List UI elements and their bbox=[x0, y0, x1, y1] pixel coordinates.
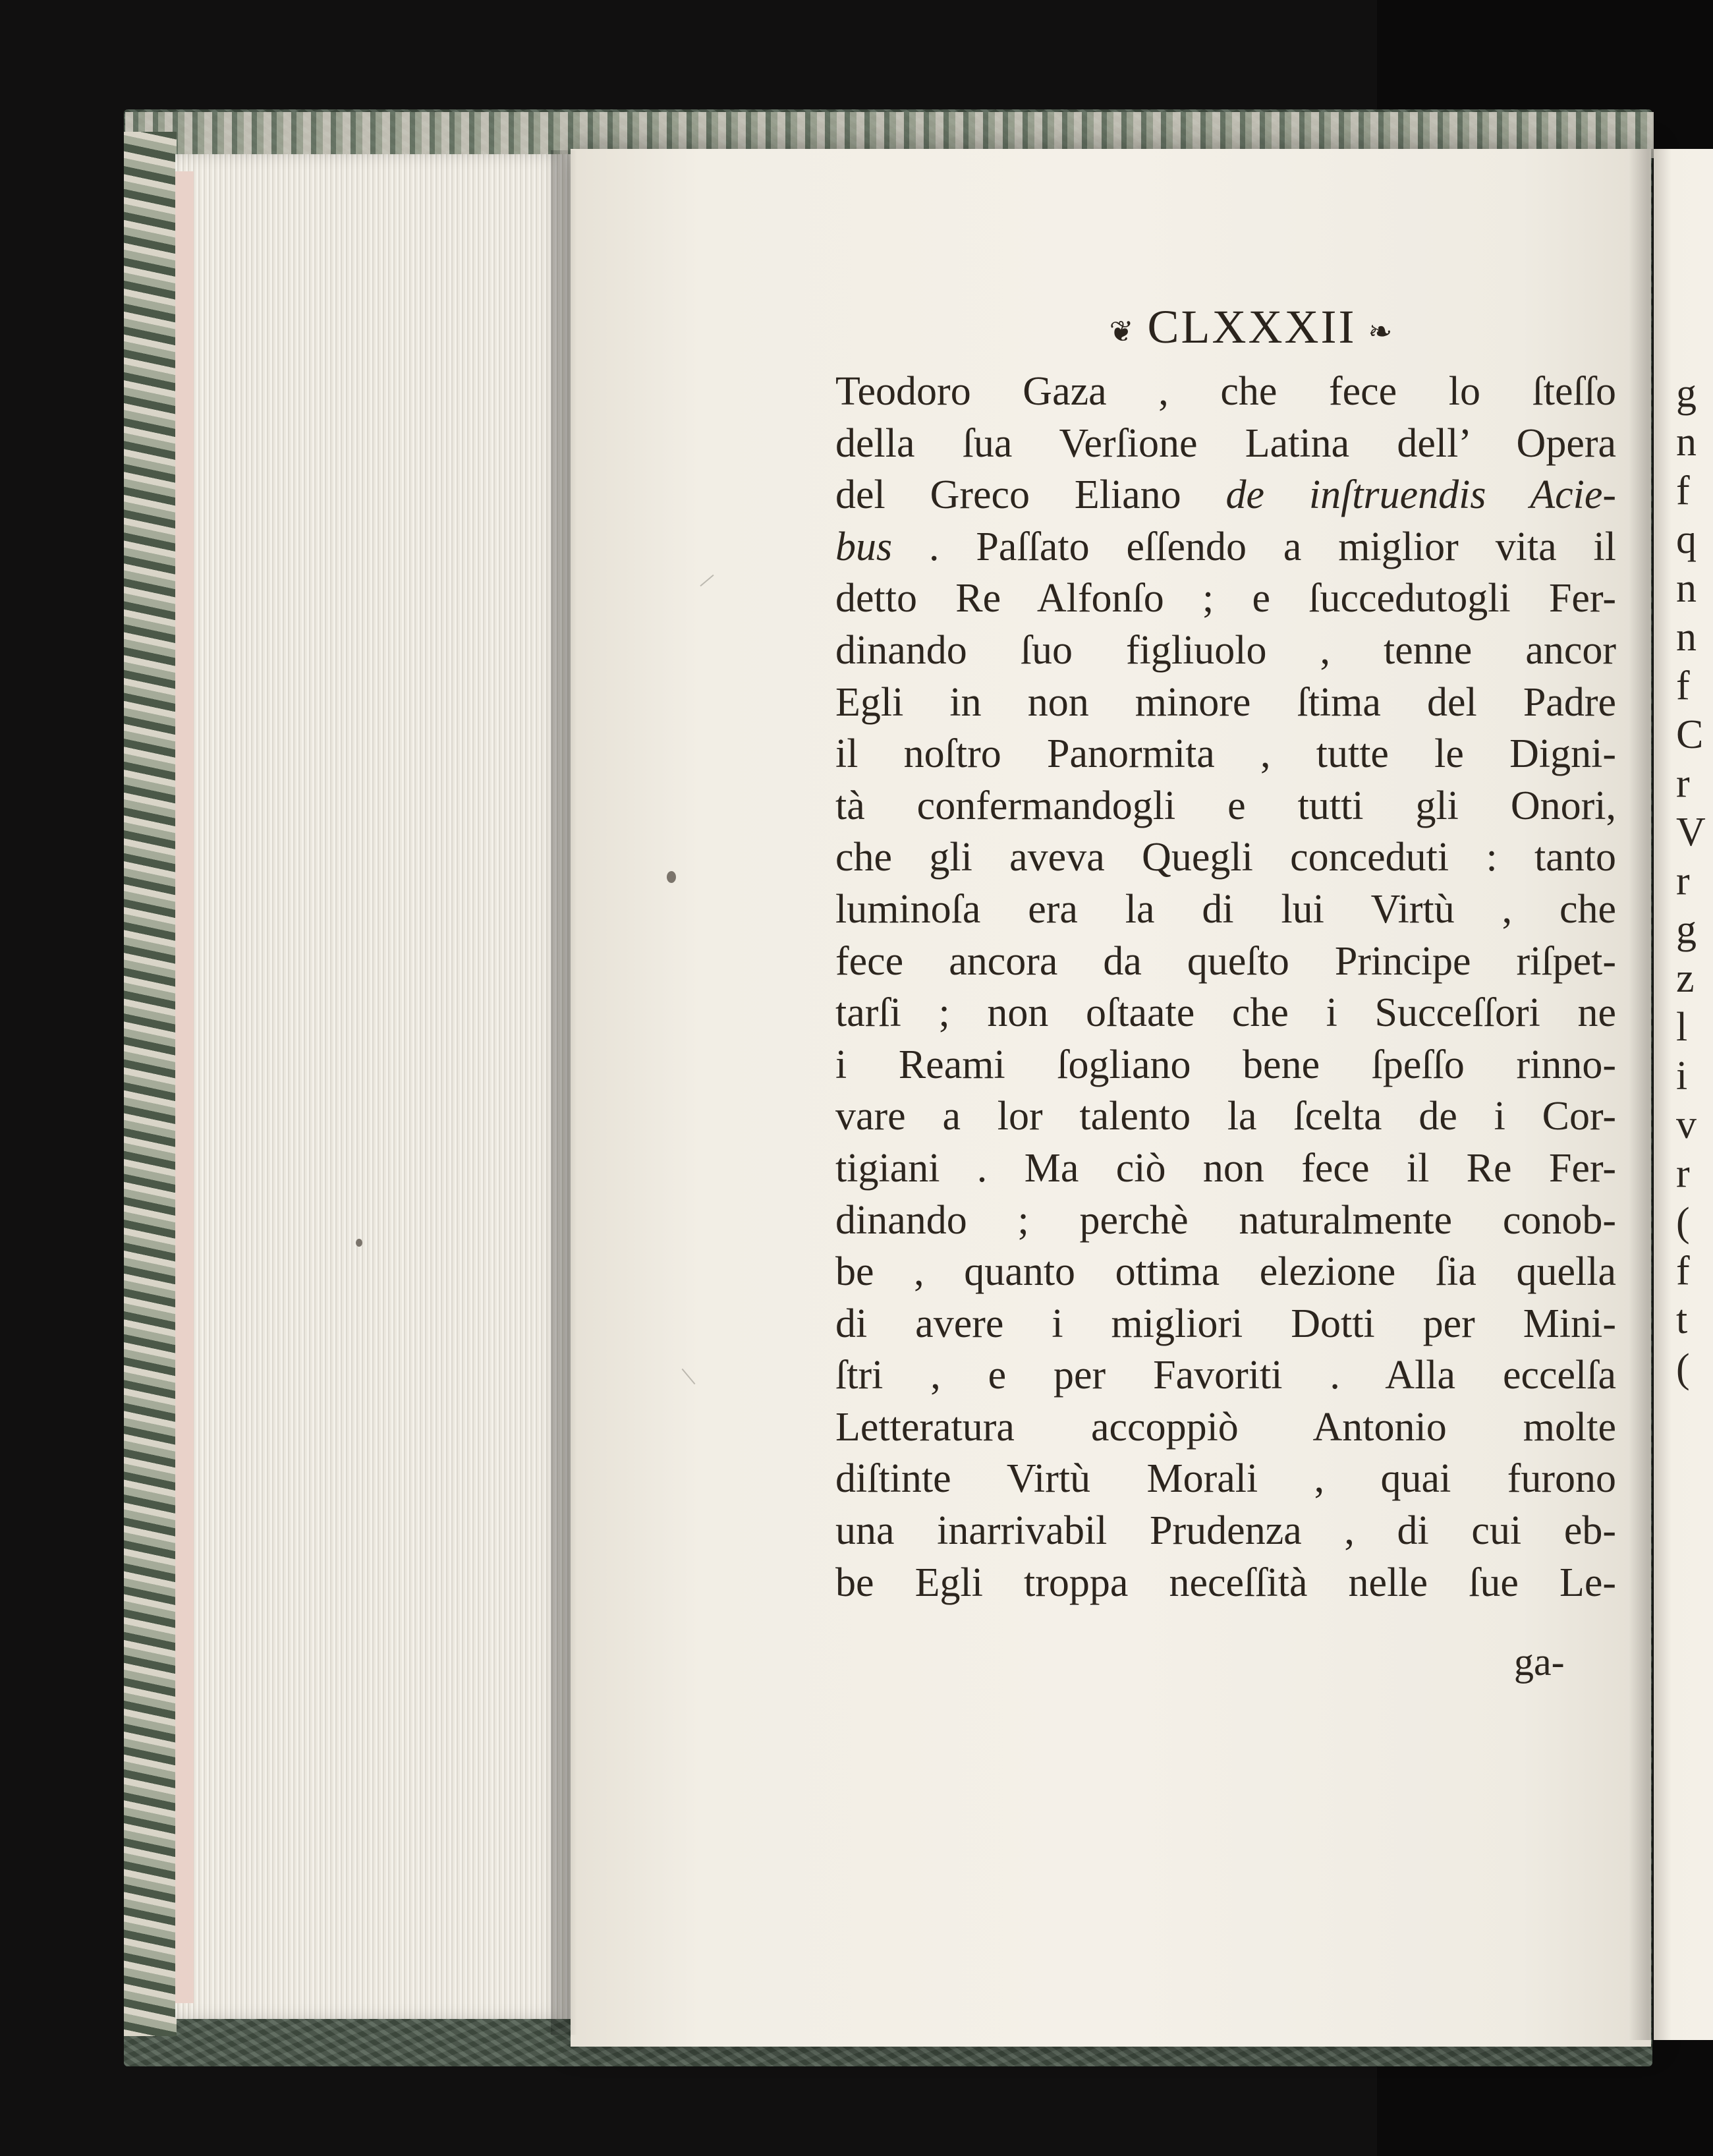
text-line: dinando ſuo figliuolo , tenne ancor bbox=[835, 627, 1616, 673]
text-line: vare a lor talento la ſcelta de i Cor- bbox=[835, 1094, 1616, 1139]
text-line: di avere i migliori Dotti per Mini- bbox=[835, 1301, 1616, 1346]
text-line: della ſua Verſione Latina dell’ Opera bbox=[835, 420, 1616, 466]
text-line: dinando ; perchè naturalmente conob- bbox=[835, 1197, 1616, 1243]
paper-spot bbox=[356, 1239, 362, 1247]
text-line: Egli in non minore ſtima del Padre bbox=[835, 679, 1616, 725]
page-stack-tint bbox=[175, 171, 194, 2003]
text-line: il noſtro Panormita , tutte le Digni- bbox=[835, 731, 1616, 777]
text-line: del Greco Eliano de inſtruendis Acie- bbox=[835, 472, 1617, 518]
text-line: be , quanto ottima elezione ſia quella bbox=[835, 1249, 1616, 1295]
text-line: una inarrivabil Prudenza , di cui eb- bbox=[835, 1508, 1616, 1554]
right-ornament-icon: ❧ bbox=[1368, 315, 1395, 348]
text-line: diſtinte Virtù Morali , quai furono bbox=[835, 1456, 1616, 1502]
page-numeral: CLXXXII bbox=[1147, 300, 1357, 353]
text-line: bus . Paſſato eſſendo a miglior vita il bbox=[835, 524, 1616, 569]
text-line: i Reami ſogliano bene ſpeſſo rinno- bbox=[835, 1042, 1616, 1087]
text-line: ſtri , e per Favoriti . Alla eccelſa bbox=[835, 1353, 1616, 1398]
text-line: detto Re Alfonſo ; e ſuccedutogli Fer- bbox=[835, 576, 1616, 621]
text-line: tà confermandogli e tutti gli Onori, bbox=[835, 783, 1616, 828]
text-line: Letteratura accoppiò Antonio molte bbox=[835, 1404, 1616, 1450]
page-gutter-shadow bbox=[551, 150, 577, 2035]
catchword: ga- bbox=[1514, 1640, 1565, 1684]
facing-page-text: g n f q n n f C r V r g z l i v r ( f t ( bbox=[1676, 371, 1706, 1391]
text-line: Teodoro Gaza , che fece lo ſteſſo bbox=[835, 369, 1616, 414]
page-stack-edges bbox=[175, 154, 571, 2019]
text-line: be Egli troppa neceſſità nelle ſue Le- bbox=[835, 1560, 1616, 1605]
text-line: luminoſa era la di lui Virtù , che bbox=[835, 886, 1616, 932]
page-body bbox=[835, 366, 1616, 1608]
left-ornament-icon: ❦ bbox=[1109, 315, 1136, 348]
paper-spot bbox=[667, 871, 676, 883]
text-line: tigiani . Ma ciò non fece il Re Fer- bbox=[835, 1145, 1616, 1191]
text-line: tarſi ; non oſtaate che i Succeſſori ne bbox=[835, 990, 1616, 1036]
text-line: fece ancora da queſto Principe riſpet- bbox=[835, 938, 1616, 984]
page-header bbox=[1028, 300, 1476, 355]
text-line: che gli aveva Quegli conceduti : tanto bbox=[835, 835, 1616, 880]
cover-left-edge bbox=[124, 132, 177, 2036]
